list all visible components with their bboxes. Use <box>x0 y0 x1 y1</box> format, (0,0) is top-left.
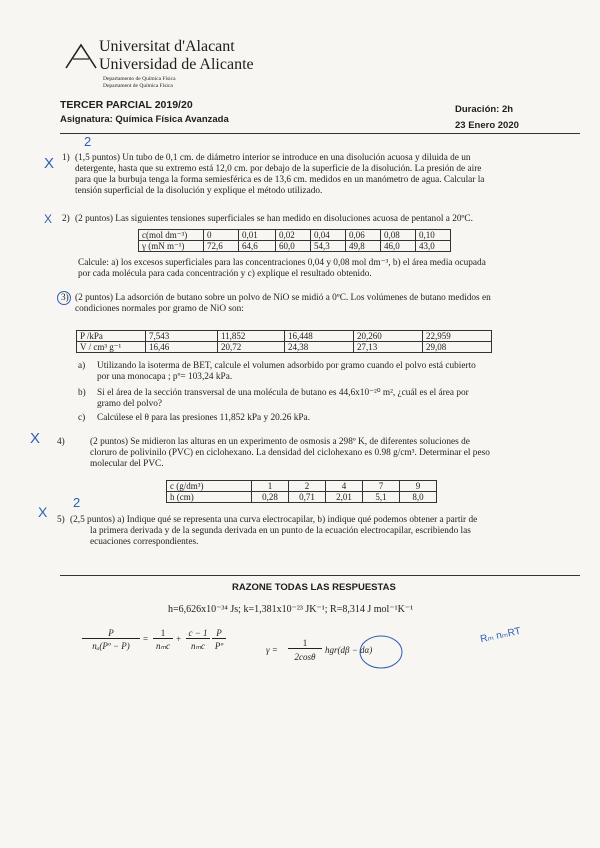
q2-number: 2) <box>62 214 70 224</box>
table-cell: 43,0 <box>416 241 451 252</box>
q5-line: la primera derivada y de la segunda derivada en un punto de la ecuación electrocapilar, escribiendo las <box>90 526 471 536</box>
table-row <box>77 331 492 342</box>
q3-item-label: c) <box>78 413 86 423</box>
table-cell: 46,0 <box>381 241 416 252</box>
bet-lhs-numerator: P <box>82 628 140 639</box>
gamma-circle-mark <box>357 633 405 671</box>
bet-term2-numerator: c − 1 <box>186 628 210 639</box>
exam-title: TERCER PARCIAL 2019/20 <box>60 99 193 111</box>
q5-cross-mark: X <box>38 504 48 520</box>
bet-plus: + <box>176 634 182 644</box>
table-cell: 8,0 <box>400 492 437 503</box>
q3-item-line: gramo del polvo? <box>97 399 163 409</box>
table-cell: P /kPa <box>77 331 146 342</box>
table-cell: 20,260 <box>354 331 423 342</box>
q3-item-label: a) <box>78 361 86 371</box>
table-cell: 0,06 <box>346 230 381 241</box>
department-name-valencian: Departament de Química Física <box>103 83 173 89</box>
table-cell: c(mol dm⁻³) <box>139 230 204 241</box>
table-cell: 7 <box>363 481 400 492</box>
table-cell: 49,8 <box>346 241 381 252</box>
table-cell: 60,0 <box>276 241 311 252</box>
q5-line: (2,5 puntos) a) Indique qué se representa una curva electrocapilar, b) indique qué podemos obtener a partir de <box>70 515 478 525</box>
table-cell: 0,28 <box>252 492 289 503</box>
table-cell: 0,10 <box>416 230 451 241</box>
table-cell: 0,04 <box>311 230 346 241</box>
table-cell: 0,02 <box>276 230 311 241</box>
q2-data-table <box>138 229 451 252</box>
q1-number: 1) <box>62 153 70 163</box>
table-cell: 29,08 <box>423 342 492 353</box>
bet-term1-numerator: 1 <box>153 628 173 639</box>
bet-pressure-numerator: P <box>212 628 226 639</box>
q4-line: molecular del PVC. <box>90 459 164 469</box>
duration: Duración: 2h <box>455 104 514 115</box>
q4-line: cloruro de polivinilo (PVC) en ciclohexano. La densidad del ciclohexano es 0.98 g/cm³. Determinar el peso <box>90 448 490 458</box>
table-cell: γ (mN m⁻¹) <box>139 241 204 252</box>
table-cell: c (g/dm³) <box>167 481 252 492</box>
table-cell: 4 <box>326 481 363 492</box>
table-cell: 7,543 <box>146 331 218 342</box>
subject: Asignatura: Química Física Avanzada <box>60 114 229 125</box>
gamma-numerator: 1 <box>288 638 322 649</box>
table-cell: 27,13 <box>354 342 423 353</box>
q1-score-mark: 2 <box>84 134 92 149</box>
bet-term2-denominator: nₘc <box>190 641 206 651</box>
table-cell: 20,72 <box>218 342 285 353</box>
table-cell: 2,01 <box>326 492 363 503</box>
bet-pressure-denominator: Pº <box>214 641 224 651</box>
bet-lhs-denominator: nₐ(Pº − P) <box>92 641 130 651</box>
table-cell: V / cm³ g⁻¹ <box>77 342 146 353</box>
q3-data-table <box>76 330 492 353</box>
table-cell: 64,6 <box>239 241 276 252</box>
q1-line: detergente, hasta que su extremo está 12,0 cm. por debajo de la superficie de la disolución. La presión de aire <box>75 164 482 174</box>
table-cell: 72,6 <box>204 241 239 252</box>
table-cell: 0,08 <box>381 230 416 241</box>
q4-data-table <box>166 480 437 503</box>
university-name-spanish: Universidad de Alicante <box>99 56 254 73</box>
gamma-denominator: 2cosθ <box>294 652 316 662</box>
q3-number: 3) <box>61 293 69 303</box>
exam-date: 23 Enero 2020 <box>455 120 519 131</box>
university-logo-icon <box>64 42 98 70</box>
university-name-valencian: Universitat d'Alacant <box>99 38 235 55</box>
table-row <box>167 492 437 503</box>
q2-cross-mark: X <box>44 212 53 226</box>
table-cell: 1 <box>252 481 289 492</box>
table-cell: 0,71 <box>289 492 326 503</box>
table-cell: 11,852 <box>218 331 285 342</box>
physical-constants: h=6,626x10⁻³⁴ Js; k=1,381x10⁻²³ JK⁻¹; R=8,314 J mol⁻¹K⁻¹ <box>168 604 414 615</box>
gamma-rest: hgr(dβ − dα) <box>325 645 373 655</box>
table-row <box>77 342 492 353</box>
q5-score-mark: 2 <box>73 495 81 510</box>
header-divider <box>60 133 580 134</box>
q2-line: Calcule: a) los excesos superficiales para las concentraciones 0,04 y 0,08 mol dm⁻³, b) el área media ocupada <box>78 258 486 268</box>
q1-line: (1,5 puntos) Un tubo de 0,1 cm. de diámetro interior se introduce en una disolución acuosa y diluida de un <box>75 153 471 163</box>
table-row <box>139 241 451 252</box>
q3-item-line: Utilizando la isoterma de BET, calcule el volumen adsorbido por gramo cuando el polvo está cubierto <box>97 361 476 371</box>
q3-item-line: por una monocapa ; pº= 103,24 kPa. <box>97 372 233 382</box>
table-row <box>167 481 437 492</box>
q2-line: por cada molécula para cada concentración y c) explique el resultado obtenido. <box>78 269 372 279</box>
handwritten-side-note: Rₘ nₘRT <box>479 625 522 646</box>
table-row <box>139 230 451 241</box>
table-cell: 16,448 <box>285 331 354 342</box>
footer-instruction: RAZONE TODAS LAS RESPUESTAS <box>232 582 396 593</box>
q3-line: condiciones normales por gramo de NiO son: <box>75 304 244 314</box>
q3-line: (2 puntos) La adsorción de butano sobre un polvo de NiO se midió a 0ºC. Los volúmenes de butano medidos en <box>75 293 491 303</box>
table-cell: 54,3 <box>311 241 346 252</box>
footer-divider <box>60 575 580 576</box>
q4-number: 4) <box>57 437 65 447</box>
q3-item-line: Si el área de la sección transversal de una molécula de butano es 44,6x10⁻²⁰ m², ¿cuál es el área por <box>97 388 469 398</box>
department-name-spanish: Departamento de Química Física <box>103 76 176 82</box>
q3-item-label: b) <box>78 388 86 398</box>
bet-term1-denominator: nₘc <box>155 641 171 651</box>
q4-line: (2 puntos) Se midieron las alturas en un experimento de osmosis a 298º K, de diferentes soluciones de <box>90 437 470 447</box>
q4-cross-mark: X <box>30 430 41 447</box>
q5-line: ecuaciones correspondientes. <box>90 537 199 547</box>
table-cell: 0,01 <box>239 230 276 241</box>
q2-intro: (2 puntos) Las siguientes tensiones superficiales se han medido en disoluciones acuosa de pentanol a 20ºC. <box>75 214 473 224</box>
q1-cross-mark: X <box>44 155 55 172</box>
q1-line: tensión superficial de la disolución y explique el método utilizado. <box>75 186 323 196</box>
table-cell: 22,959 <box>423 331 492 342</box>
table-cell: 5,1 <box>363 492 400 503</box>
table-cell: 9 <box>400 481 437 492</box>
table-cell: h (cm) <box>167 492 252 503</box>
q5-number: 5) <box>57 515 65 525</box>
q3-item-line: Calcúlese el θ para las presiones 11,852 kPa y 20.26 kPa. <box>97 413 310 423</box>
table-cell: 16,46 <box>146 342 218 353</box>
q1-line: para que la burbuja tenga la forma semiesférica es de 13,6 cm. medidos en un manómetro de agua. Calcular la <box>75 175 485 185</box>
table-cell: 0 <box>204 230 239 241</box>
table-cell: 24,38 <box>285 342 354 353</box>
table-cell: 2 <box>289 481 326 492</box>
gamma-lhs: γ = <box>266 645 278 655</box>
bet-equals: = <box>143 634 149 644</box>
